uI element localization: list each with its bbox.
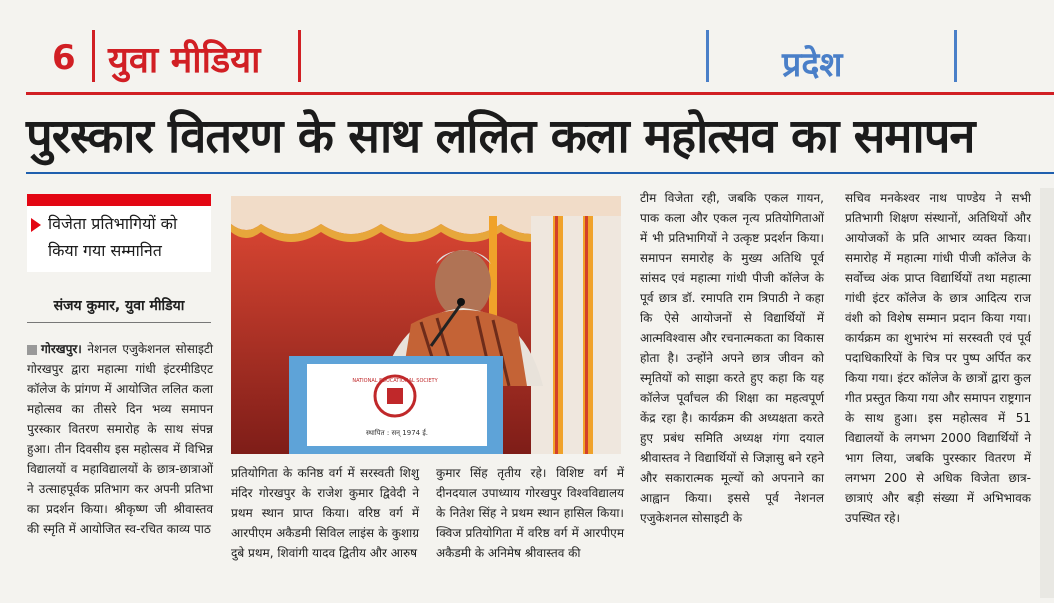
- region-title: प्रदेश: [782, 45, 843, 85]
- header-divider: [298, 30, 301, 82]
- article-column-1: [27, 339, 213, 539]
- article-column-4: टीम विजेता रही, जबकि एकल गायन, पाक कला और एकल नृत्य प्रतियोगिताओं में भी प्रतिभागियों ने उत्कृष्ट प्रदर्शन किया। समापन समारोह के मुख्य अतिथि पूर्व सांसद एवं महात्मा गांधी पीजी कॉलेज के पूर्व छात्र डॉ. रमापति राम त्रिपाठी ने कहा कि ऐसे आयोजनों से विद्यार्थियों में आत्मविश्वास और रचनात्मकता का विकास होता है। उन्होंने अपने छात्र जीवन को स्मृतियों को साझा करते हुए कहा कि यह कॉलेज पूर्वांचल की शिक्षा का महत्वपूर्ण केंद्र रहा है। कार्यक्रम की अध्यक्षता करते हुए प्रबंध समिति अध्यक्ष गंगा दयाल श्रीवास्तव ने विद्यार्थियों से जिज्ञासु बने रहने और सकारात्मक मूल्यों को अपनाने का आह्वान किया। इससे पूर्व नेशनल एजुकेशनल सोसाइटी के: [640, 191, 824, 525]
- header-divider: [92, 30, 95, 82]
- article-column-2: प्रतियोगिता के कनिष्ठ वर्ग में सरस्वती शिशु मंदिर गोरखपुर के राजेश कुमार द्विवेदी ने प्रथम स्थान प्राप्त किया। वरिष्ठ वर्ग में आरपीएम अकैडमी सिविल लाइंस के कुशाग्र दुबे प्रथम, शिवांगी यादव द्वितीय और आरुष: [231, 466, 419, 560]
- article-column-3: कुमार सिंह तृतीय रहे। विशिष्ट वर्ग में दीनदयाल उपाध्याय गोरखपुर विश्वविद्यालय के नितेश सिंह ने प्रथम स्थान हासिल किया। क्विज प्रतियोगिता में वरिष्ठ वर्ग में आरपीएम अकैडमी के अनिमेष श्रीवास्तव की: [436, 466, 624, 560]
- article-column-5: सचिव मनकेश्वर नाथ पाण्डेय ने सभी प्रतिभागी शिक्षण संस्थानों, अतिथियों और आयोजकों के प्रति आभार व्यक्त किया। समारोह में महात्मा गांधी पीजी कॉलेज के सर्वोच्च अंक प्राप्त विद्यार्थियों तथा महात्मा गांधी इंटर कॉलेज के छात्र आदित्य राज वंशी को विशेष सम्मान प्रदान किया गया। कार्यक्रम का शुभारंभ मां सरस्वती एवं पूर्व पदाधिकारियों के चित्र पर पुष्प अर्पित कर किया गया। इंटर कॉलेज के छात्रों द्वारा कुल गीत प्रस्तुत किया गया और समापन राष्ट्रगान के साथ हुआ। इस महोत्सव में 51 विद्यालयों के लगभग 2000 विद्यार्थियों ने भाग लिया, जबकि पुरस्कार वितरण में लगभग 200 से अधिक विजेता छात्र-छात्राएं और बड़ी संख्या में अभिभावक उपस्थित रहे।: [845, 191, 1031, 525]
- event-photo: [231, 196, 621, 454]
- subhead: विजेता प्रतिभागियों को किया गया सम्मानित: [48, 214, 178, 260]
- header-rule: [26, 92, 1054, 95]
- header-divider: [706, 30, 709, 82]
- subhead-bar: [27, 194, 211, 206]
- speaker-photo: [231, 196, 621, 454]
- header-divider: [954, 30, 957, 82]
- byline-rule: [27, 322, 211, 323]
- headline-rule: [26, 172, 1054, 174]
- headline: पुरस्कार वितरण के साथ ललित कला महोत्सव का समापन: [26, 109, 975, 164]
- arrow-icon: [31, 218, 41, 232]
- banner-org: NATIONAL EDUCATIONAL SOCIETY: [352, 378, 438, 384]
- square-bullet-icon: [27, 345, 37, 355]
- section-title: युवा मीडिया: [108, 40, 261, 81]
- adjacent-page-edge: [1040, 188, 1054, 598]
- banner-year: स्थापित : सन् 1974 ई.: [365, 429, 429, 437]
- page-number: 6: [52, 38, 76, 78]
- dateline: गोरखपुर।: [41, 342, 82, 356]
- byline: संजय कुमार, युवा मीडिया: [53, 298, 185, 314]
- article-text: नेशनल एजुकेशनल सोसाइटी गोरखपुर द्वारा महात्मा गांधी इंटरमीडिएट कॉलेज के प्रांगण में आयोजित ललित कला महोत्सव का तीसरे दिन भव्य समापन पुरस्कार वितरण समारोह के साथ संपन्न हुआ। तीन दिवसीय इस महोत्सव में विभिन्न विद्यालयों व महाविद्यालयों के छात्र-छात्राओं ने उत्साहपूर्वक प्रतिभाग कर अपनी प्रतिभा का प्रदर्शन किया। श्रीकृष्ण जी श्रीवास्तव की स्मृति में आयोजित स्व-रचित काव्य पाठ: [27, 342, 213, 536]
